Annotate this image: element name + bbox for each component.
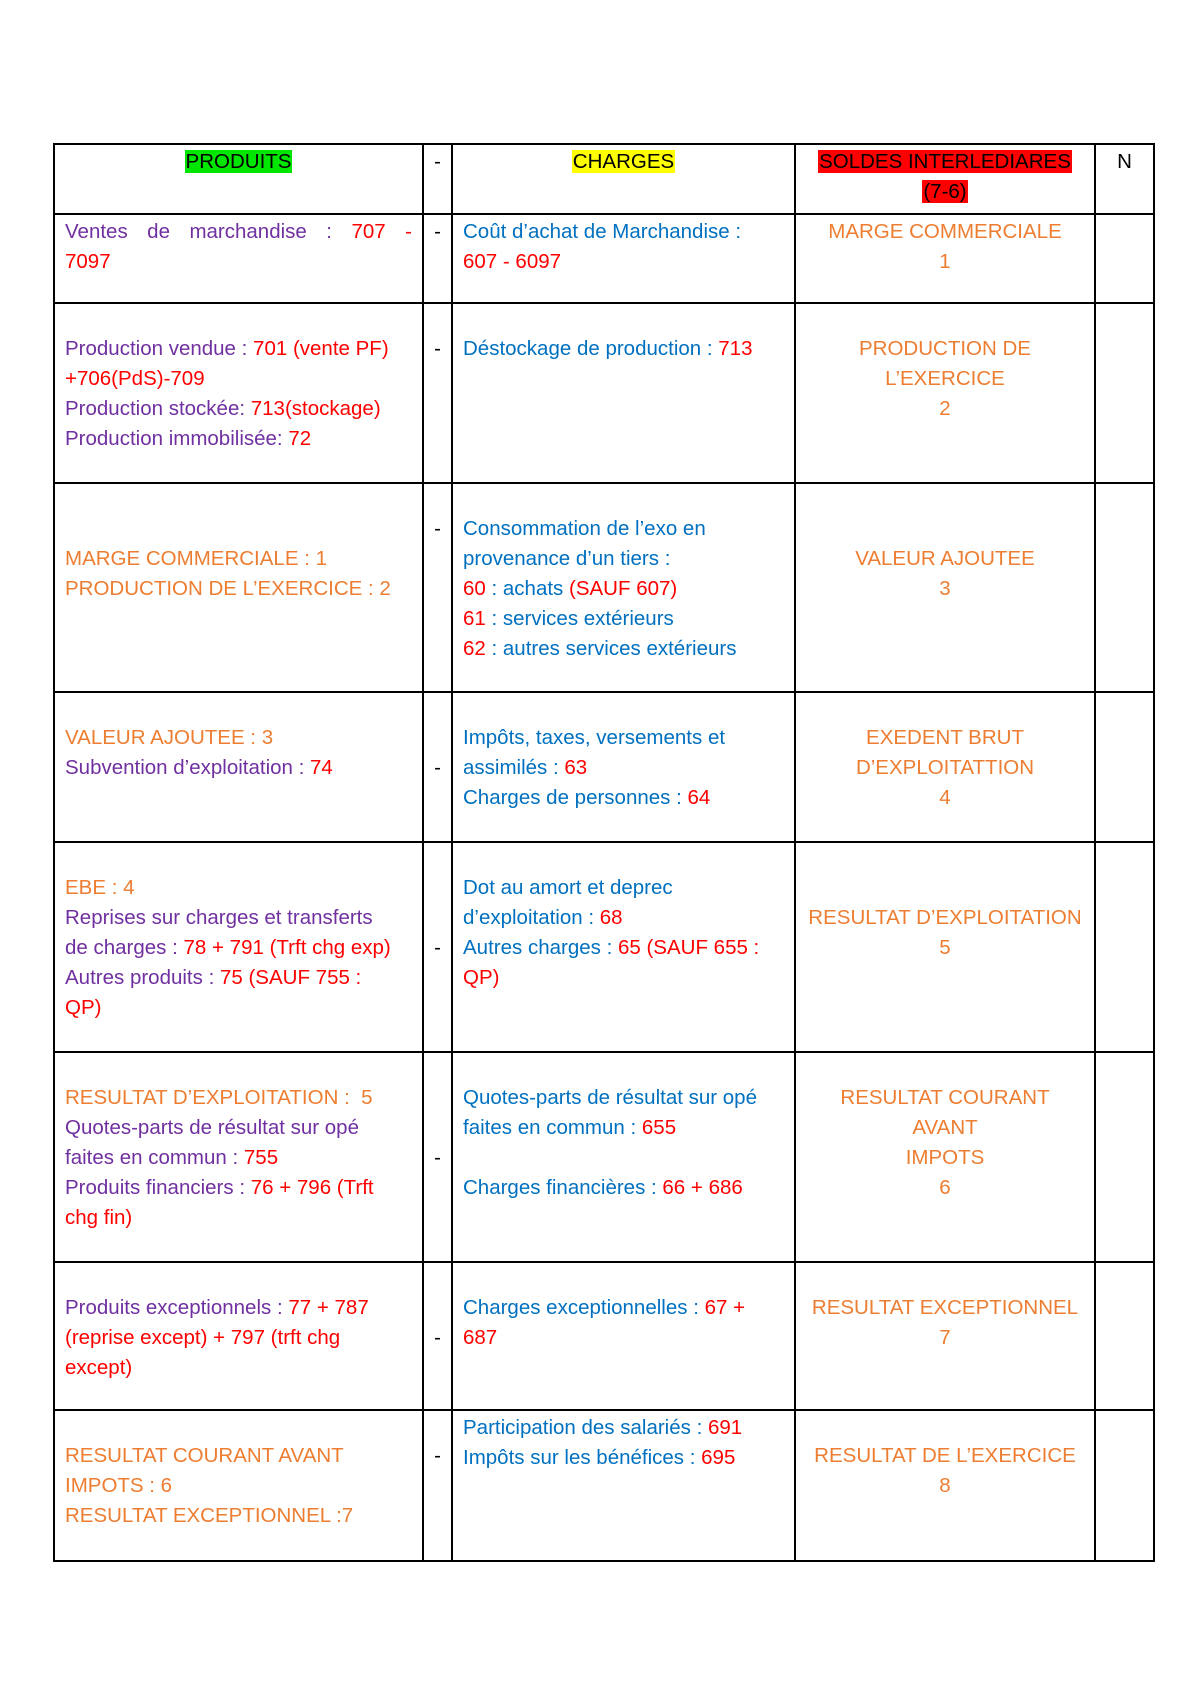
charges-label: Participation des salariés : bbox=[463, 1416, 708, 1439]
produits-label: Quotes-parts de résultat sur opé bbox=[65, 1116, 359, 1139]
spacer bbox=[463, 306, 784, 334]
charges-cell bbox=[452, 303, 795, 483]
account-code: 68 bbox=[599, 906, 623, 929]
charges-label: : services extérieurs bbox=[485, 607, 674, 630]
charges-line bbox=[463, 574, 784, 604]
account-code: 77 + 787 bbox=[288, 1296, 369, 1319]
charges-line bbox=[463, 1413, 784, 1443]
solde-cell bbox=[795, 692, 1095, 842]
produits-cell bbox=[54, 842, 423, 1052]
charges-line bbox=[463, 1173, 784, 1203]
solde-number: 8 bbox=[939, 1474, 951, 1497]
charges-label: Impôts, taxes, versements et bbox=[463, 726, 726, 749]
minus-sign: - bbox=[434, 220, 441, 243]
header-soldes-line1: SOLDES INTERLEDIARES bbox=[819, 150, 1071, 173]
charges-line bbox=[463, 753, 784, 783]
spacer bbox=[806, 486, 1084, 544]
produits-label: Reprises sur charges et transferts bbox=[65, 906, 373, 929]
charges-label: Quotes-parts de résultat sur opé bbox=[463, 1086, 757, 1109]
spacer bbox=[424, 845, 451, 933]
minus-cell bbox=[423, 692, 452, 842]
produits-solde-ref: MARGE COMMERCIALE : 1 bbox=[65, 547, 327, 570]
header-produits: PRODUITS bbox=[185, 150, 292, 173]
produits-cell bbox=[54, 483, 423, 692]
header-n-cell bbox=[1095, 144, 1154, 214]
spacer bbox=[65, 1055, 412, 1083]
minus-sign: - bbox=[434, 756, 441, 779]
produits-label: Produits exceptionnels : bbox=[65, 1296, 289, 1319]
spacer bbox=[806, 306, 1084, 334]
charges-line bbox=[463, 634, 784, 664]
charges-line bbox=[463, 1443, 784, 1473]
produits-label: Produits financiers : bbox=[65, 1176, 251, 1199]
produits-line bbox=[65, 1293, 412, 1323]
solde-name: RESULTAT D’EXPLOITATION bbox=[808, 906, 1082, 929]
solde-number: 7 bbox=[939, 1326, 951, 1349]
produits-line bbox=[65, 334, 412, 364]
charges-label: faites en commun : bbox=[463, 1116, 642, 1139]
charges-label: assimilés : bbox=[463, 756, 565, 779]
produits-solde-ref: RESULTAT COURANT AVANT bbox=[65, 1444, 344, 1467]
produits-cell bbox=[54, 1262, 423, 1410]
solde-number: 3 bbox=[939, 577, 951, 600]
produits-line bbox=[65, 1143, 412, 1173]
header-charges-cell bbox=[452, 144, 795, 214]
produits-solde-ref: EBE : 4 bbox=[65, 876, 135, 899]
n-cell bbox=[1095, 1052, 1154, 1262]
solde-number: 2 bbox=[939, 397, 951, 420]
minus-cell bbox=[423, 483, 452, 692]
charges-line bbox=[463, 334, 784, 364]
account-code: 7097 bbox=[65, 250, 111, 273]
spacer bbox=[424, 695, 451, 753]
produits-label: Production stockée: bbox=[65, 397, 251, 420]
account-code: chg fin) bbox=[65, 1206, 133, 1229]
produits-label: Ventes de marchandise : bbox=[65, 220, 352, 243]
account-code: 74 bbox=[310, 756, 333, 779]
produits-label: Production immobilisée: bbox=[65, 427, 289, 450]
solde-number: 6 bbox=[939, 1176, 951, 1199]
charges-label: Impôts sur les bénéfices : bbox=[463, 1446, 702, 1469]
header-minus: - bbox=[434, 150, 441, 173]
solde-name: IMPOTS bbox=[905, 1146, 985, 1169]
produits-cell bbox=[54, 692, 423, 842]
minus-cell bbox=[423, 303, 452, 483]
produits-cell bbox=[54, 214, 423, 303]
spacer bbox=[463, 1055, 784, 1083]
account-code: 695 bbox=[701, 1446, 736, 1469]
spacer bbox=[806, 1265, 1084, 1293]
table-row bbox=[54, 1052, 1154, 1262]
account-code: (SAUF 607) bbox=[569, 577, 678, 600]
spacer bbox=[463, 486, 784, 514]
account-code: +706(PdS)-709 bbox=[65, 367, 205, 390]
spacer bbox=[806, 1055, 1084, 1083]
minus-sign: - bbox=[434, 1444, 441, 1467]
charges-label: Coût d’achat de Marchandise : bbox=[463, 220, 742, 243]
produits-line bbox=[65, 963, 412, 993]
account-code: 701 (vente PF) bbox=[253, 337, 389, 360]
solde-cell bbox=[795, 303, 1095, 483]
solde-name: MARGE COMMERCIALE bbox=[828, 220, 1062, 243]
solde-number: 5 bbox=[939, 936, 951, 959]
n-cell bbox=[1095, 303, 1154, 483]
minus-cell bbox=[423, 1052, 452, 1262]
charges-label: provenance d’un tiers : bbox=[463, 547, 671, 570]
account-code: 607 - 6097 bbox=[463, 250, 562, 273]
charges-label: Charges exceptionnelles : bbox=[463, 1296, 705, 1319]
spacer bbox=[65, 1265, 412, 1293]
charges-line bbox=[463, 783, 784, 813]
n-cell bbox=[1095, 842, 1154, 1052]
table-row bbox=[54, 483, 1154, 692]
table-row bbox=[54, 303, 1154, 483]
spacer bbox=[806, 695, 1084, 723]
account-code: except) bbox=[65, 1356, 133, 1379]
account-code: 65 (SAUF 655 : bbox=[617, 936, 760, 959]
charges-label: d’exploitation : bbox=[463, 906, 600, 929]
account-code: (reprise except) + 797 (trft chg bbox=[65, 1326, 341, 1349]
charges-cell bbox=[452, 692, 795, 842]
header-charges: CHARGES bbox=[572, 150, 675, 173]
solde-number: 1 bbox=[939, 250, 951, 273]
produits-solde-ref: RESULTAT D’EXPLOITATION : 5 bbox=[65, 1086, 373, 1109]
minus-sign: - bbox=[434, 936, 441, 959]
solde-cell bbox=[795, 1262, 1095, 1410]
produits-cell bbox=[54, 1410, 423, 1561]
charges-cell bbox=[452, 214, 795, 303]
header-n: N bbox=[1117, 150, 1132, 173]
solde-cell bbox=[795, 842, 1095, 1052]
produits-label: Production vendue : bbox=[65, 337, 254, 360]
produits-label: faites en commun : bbox=[65, 1146, 244, 1169]
solde-cell bbox=[795, 214, 1095, 303]
produits-label: Subvention d’exploitation : bbox=[65, 756, 311, 779]
solde-cell bbox=[795, 483, 1095, 692]
charges-line bbox=[463, 903, 784, 933]
solde-cell bbox=[795, 1410, 1095, 1561]
solde-name: RESULTAT EXCEPTIONNEL bbox=[811, 1296, 1079, 1319]
table-row bbox=[54, 1410, 1154, 1561]
account-code: 75 (SAUF 755 : bbox=[219, 966, 362, 989]
minus-sign: - bbox=[434, 517, 441, 540]
spacer bbox=[463, 845, 784, 873]
spacer bbox=[463, 695, 784, 723]
spacer bbox=[65, 695, 412, 723]
account-code: 655 bbox=[641, 1116, 677, 1139]
produits-solde-ref: PRODUCTION DE L’EXERCICE : 2 bbox=[65, 577, 391, 600]
charges-label: Charges de personnes : bbox=[463, 786, 688, 809]
account-code: QP) bbox=[463, 966, 500, 989]
produits-line bbox=[65, 424, 412, 454]
charges-label: : achats bbox=[485, 577, 569, 600]
solde-name: PRODUCTION DE bbox=[859, 337, 1031, 360]
minus-sign: - bbox=[434, 1146, 441, 1169]
produits-solde-ref: RESULTAT EXCEPTIONNEL :7 bbox=[65, 1504, 354, 1527]
produits-line bbox=[65, 217, 412, 247]
solde-name: L’EXERCICE bbox=[885, 367, 1005, 390]
header-soldes-line2: (7-6) bbox=[923, 180, 967, 203]
charges-label: Dot au amort et deprec bbox=[463, 876, 673, 899]
spacer bbox=[65, 845, 412, 873]
account-code: 63 bbox=[564, 756, 588, 779]
produits-label: Autres produits : bbox=[65, 966, 220, 989]
header-produits-cell bbox=[54, 144, 423, 214]
account-code: 755 bbox=[243, 1146, 279, 1169]
solde-name: RESULTAT DE L’EXERCICE bbox=[814, 1444, 1076, 1467]
spacer bbox=[424, 306, 451, 334]
charges-cell bbox=[452, 483, 795, 692]
solde-name: VALEUR AJOUTEE bbox=[855, 547, 1035, 570]
solde-name: RESULTAT COURANT AVANT bbox=[840, 1086, 1050, 1139]
charges-label: Charges financières : bbox=[463, 1176, 663, 1199]
account-code: 78 + 791 (Trft chg exp) bbox=[183, 936, 391, 959]
solde-cell bbox=[795, 1052, 1095, 1262]
charges-cell bbox=[452, 1052, 795, 1262]
spacer bbox=[424, 1055, 451, 1143]
header-minus-cell bbox=[423, 144, 452, 214]
charges-cell bbox=[452, 842, 795, 1052]
n-cell bbox=[1095, 692, 1154, 842]
charges-line bbox=[463, 604, 784, 634]
minus-sign: - bbox=[434, 337, 441, 360]
minus-sign: - bbox=[434, 1326, 441, 1349]
n-cell bbox=[1095, 214, 1154, 303]
minus-cell bbox=[423, 1262, 452, 1410]
account-code: 691 bbox=[707, 1416, 743, 1439]
header-soldes-cell bbox=[795, 144, 1095, 214]
spacer bbox=[424, 1265, 451, 1323]
charges-label: Consommation de l’exo en bbox=[463, 517, 706, 540]
charges-cell bbox=[452, 1410, 795, 1561]
spacer bbox=[806, 1413, 1084, 1441]
solde-number: 4 bbox=[939, 786, 951, 809]
minus-cell bbox=[423, 1410, 452, 1561]
spacer bbox=[463, 1265, 784, 1293]
spacer bbox=[65, 486, 412, 544]
produits-label: de charges : bbox=[65, 936, 184, 959]
produits-cell bbox=[54, 303, 423, 483]
n-cell bbox=[1095, 483, 1154, 692]
table-row bbox=[54, 692, 1154, 842]
sig-table bbox=[53, 143, 1155, 1562]
account-code: 60 bbox=[463, 577, 486, 600]
table-row bbox=[54, 214, 1154, 303]
account-code: 72 bbox=[288, 427, 312, 450]
account-code: 707 - bbox=[351, 220, 412, 243]
account-code: 62 bbox=[463, 637, 486, 660]
charges-label: Déstockage de production : bbox=[463, 337, 719, 360]
charges-line bbox=[463, 1113, 784, 1143]
charges-cell bbox=[452, 1262, 795, 1410]
solde-name: D’EXPLOITATTION bbox=[855, 756, 1035, 779]
produits-line bbox=[65, 1173, 412, 1203]
produits-line bbox=[65, 394, 412, 424]
minus-cell bbox=[423, 842, 452, 1052]
header-row bbox=[54, 144, 1154, 214]
n-cell bbox=[1095, 1262, 1154, 1410]
account-code: 67 + bbox=[704, 1296, 746, 1319]
minus-cell bbox=[423, 214, 452, 303]
account-code: QP) bbox=[65, 996, 102, 1019]
account-code: 76 + 796 (Trft bbox=[250, 1176, 374, 1199]
spacer bbox=[424, 1413, 451, 1441]
account-code: 61 bbox=[463, 607, 486, 630]
account-code: 687 bbox=[463, 1326, 498, 1349]
account-code: 64 bbox=[687, 786, 711, 809]
produits-solde-ref: VALEUR AJOUTEE : 3 bbox=[65, 726, 274, 749]
charges-label: : autres services extérieurs bbox=[485, 637, 737, 660]
table-row bbox=[54, 1262, 1154, 1410]
solde-name: EXEDENT BRUT bbox=[866, 726, 1024, 749]
charges-label: Autres charges : bbox=[463, 936, 618, 959]
produits-cell bbox=[54, 1052, 423, 1262]
spacer bbox=[65, 1413, 412, 1441]
produits-line bbox=[65, 753, 412, 783]
spacer bbox=[806, 845, 1084, 903]
spacer bbox=[424, 486, 451, 514]
produits-line bbox=[65, 933, 412, 963]
account-code: 713 bbox=[718, 337, 753, 360]
n-cell bbox=[1095, 1410, 1154, 1561]
charges-line bbox=[463, 1293, 784, 1323]
spacer bbox=[65, 306, 412, 334]
produits-solde-ref: IMPOTS : 6 bbox=[65, 1474, 173, 1497]
charges-line bbox=[463, 933, 784, 963]
account-code: 66 + 686 bbox=[662, 1176, 743, 1199]
account-code: 713(stockage) bbox=[250, 397, 381, 420]
spacer bbox=[463, 1143, 784, 1173]
table-row bbox=[54, 842, 1154, 1052]
